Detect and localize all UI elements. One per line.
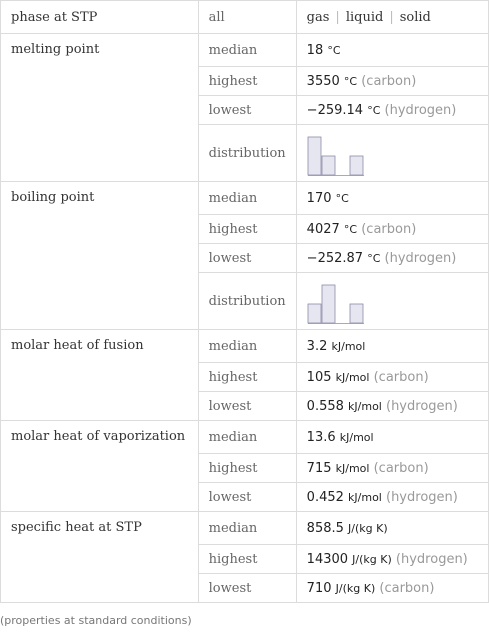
value-note: (hydrogen) (384, 102, 457, 118)
stat-label: median (198, 34, 296, 67)
value-note: (hydrogen) (386, 398, 458, 414)
stat-label: highest (198, 454, 296, 483)
stat-label: highest (198, 67, 296, 96)
table-row (1, 512, 489, 545)
value-note: (carbon) (361, 221, 417, 237)
value-unit: °C (343, 74, 358, 88)
table-row (1, 182, 489, 215)
stat-value (296, 182, 488, 215)
header-all-label: all (198, 1, 296, 34)
value-unit: °C (367, 251, 381, 265)
value-number: 715 (306, 460, 332, 476)
value-unit: J/(kg K) (352, 552, 392, 566)
histogram-bar (308, 137, 321, 175)
value-unit: °C (327, 43, 341, 57)
distribution-cell (296, 125, 488, 182)
value-unit: °C (367, 103, 381, 117)
stat-value (296, 545, 488, 574)
stat-value (296, 330, 488, 363)
stat-label: distribution (198, 125, 296, 182)
stat-value (296, 215, 488, 244)
value-unit: kJ/mol (335, 461, 370, 475)
value-number: 858.5 (306, 520, 344, 536)
stat-value (296, 392, 488, 421)
stat-label: lowest (198, 483, 296, 512)
phase-separator: | (389, 9, 394, 25)
stat-value (296, 96, 488, 125)
header-phases (296, 1, 488, 34)
value-number: 710 (306, 580, 332, 596)
histogram-bar (308, 304, 321, 323)
table-row (1, 34, 489, 67)
value-number: 18 (306, 42, 324, 58)
phase-gas: gas (306, 9, 330, 25)
histogram-bar (322, 285, 335, 323)
stat-label: lowest (198, 392, 296, 421)
stat-value (296, 512, 488, 545)
value-unit: °C (343, 222, 358, 236)
value-unit: kJ/mol (335, 370, 370, 384)
value-number: 3.2 (306, 338, 328, 354)
property-label: molar heat of vaporization (1, 421, 199, 512)
value-unit: kJ/mol (331, 339, 366, 353)
boiling-histogram (307, 277, 387, 325)
histogram-bar (322, 156, 335, 175)
value-number: −252.87 (306, 250, 364, 266)
value-number: 13.6 (306, 429, 336, 445)
stat-value (296, 244, 488, 273)
stat-value (296, 34, 488, 67)
value-unit: J/(kg K) (335, 581, 376, 595)
value-number: 14300 (306, 551, 349, 567)
property-label: boiling point (1, 182, 199, 330)
stat-value (296, 454, 488, 483)
value-note: (carbon) (361, 73, 417, 89)
value-note: (hydrogen) (395, 551, 468, 567)
stat-label: highest (198, 363, 296, 392)
value-number: 4027 (306, 221, 340, 237)
stat-label: highest (198, 545, 296, 574)
value-unit: kJ/mol (348, 490, 382, 504)
value-note: (carbon) (373, 369, 429, 385)
stat-label: median (198, 330, 296, 363)
phase-solid: solid (399, 9, 431, 25)
value-note: (carbon) (379, 580, 435, 596)
value-number: 170 (306, 190, 332, 206)
stat-value (296, 421, 488, 454)
value-unit: kJ/mol (348, 399, 382, 413)
distribution-cell (296, 273, 488, 330)
stat-value (296, 67, 488, 96)
histogram-bar (350, 156, 363, 175)
table-row (1, 330, 489, 363)
stat-label: median (198, 421, 296, 454)
value-note: (hydrogen) (384, 250, 457, 266)
value-number: 0.558 (306, 398, 344, 414)
header-row (1, 1, 489, 34)
property-label: specific heat at STP (1, 512, 199, 603)
stat-value (296, 574, 488, 603)
value-unit: °C (335, 191, 349, 205)
footer-note: (properties at standard conditions) (0, 614, 192, 627)
value-note: (hydrogen) (386, 489, 458, 505)
stat-label: median (198, 512, 296, 545)
property-label: melting point (1, 34, 199, 182)
stat-value (296, 483, 488, 512)
melting-histogram (307, 129, 387, 177)
value-number: 0.452 (306, 489, 344, 505)
stat-label: highest (198, 215, 296, 244)
phase-liquid: liquid (345, 9, 384, 25)
value-unit: kJ/mol (339, 430, 374, 444)
stat-label: lowest (198, 244, 296, 273)
stat-value (296, 363, 488, 392)
table-row (1, 421, 489, 454)
property-label: molar heat of fusion (1, 330, 199, 421)
value-number: 105 (306, 369, 332, 385)
stat-label: lowest (198, 96, 296, 125)
stat-label: distribution (198, 273, 296, 330)
value-note: (carbon) (373, 460, 429, 476)
value-number: 3550 (306, 73, 340, 89)
phase-separator: | (335, 9, 340, 25)
header-phase-label: phase at STP (1, 1, 199, 34)
stat-label: median (198, 182, 296, 215)
stat-label: lowest (198, 574, 296, 603)
value-number: −259.14 (306, 102, 364, 118)
histogram-bar (350, 304, 363, 323)
value-unit: J/(kg K) (348, 521, 388, 535)
